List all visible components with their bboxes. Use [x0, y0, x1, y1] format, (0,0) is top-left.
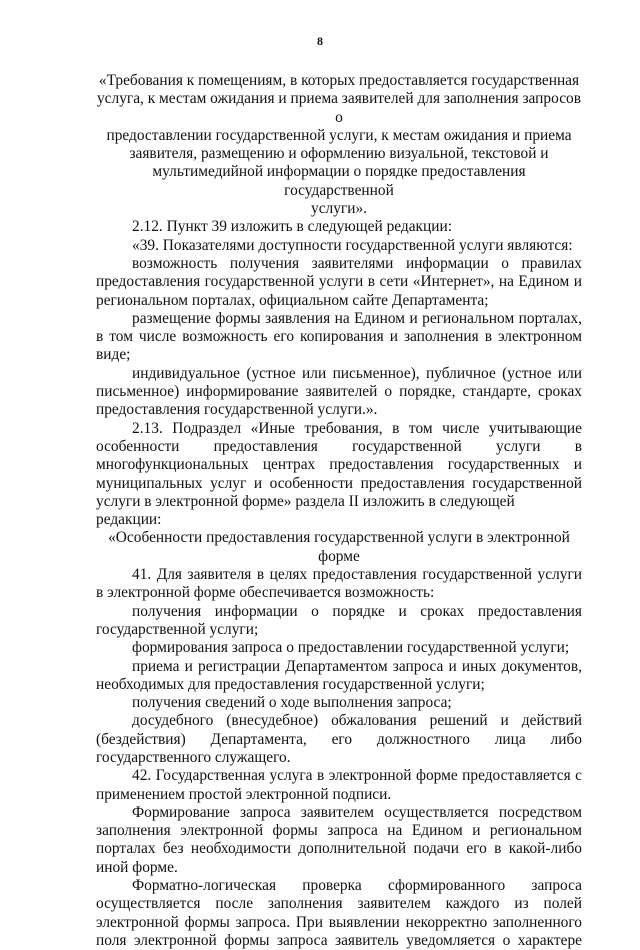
paragraph-2-12: 2.12. Пункт 39 изложить в следующей редакции:	[132, 218, 453, 236]
paragraph-41-item-c: приема и регистрации Департаментом запроса и иных документов, необходимых для предоставления государственной услуги;	[96, 657, 582, 693]
paragraph-39-item-c: индивидуальное (устное или письменное), публичное (устное или письменное) информирование заявителей о порядке, стандарте, сроках предоставления государственной услуги.».	[96, 364, 582, 419]
heading-line: «Требования к помещениям, в которых предоставляется государственная	[98, 72, 580, 89]
document-body	[96, 72, 582, 950]
paragraph-41-item-a-line2: государственной услуги;	[96, 620, 259, 638]
heading-line: услуга, к местам ожидания и приема заявителей для заполнения запросов о	[96, 90, 581, 126]
subheading-line: форме	[318, 547, 360, 565]
paragraph-39-item-b: размещение формы заявления на Едином и региональном порталах, в том числе возможность его копирования и заполнения в электронном виде;	[96, 309, 582, 364]
paragraph-39-item-a-line1: возможность получения заявителями информации о правилах	[132, 254, 582, 272]
paragraph-41-item-e-line1: досудебного (внесудебное) обжалования решений и действий	[132, 712, 582, 730]
paragraph-2-13-line2: особенности предоставления государственной услуги в	[96, 437, 582, 455]
subheading-line: «Особенности предоставления государственной услуги в электронной	[108, 529, 570, 547]
paragraph-41-item-e-line3: государственного служащего.	[96, 748, 291, 766]
paragraph-42: 42. Государственная услуга в электронной форме предоставляется с применением простой электронной подписи.	[96, 767, 582, 803]
heading-line: предоставлении государственной услуги, к местам ожидания и приема	[106, 126, 572, 144]
paragraph-41-line1: 41. Для заявителя в целях предоставления государственной услуги	[132, 566, 582, 584]
paragraph-format-check: Форматно-логическая проверка сформированного запроса осуществляется после заполнения заявителем каждого из полей электронной формы запроса. При выявлении некорректно заполненного поля электронной формы запроса заявитель уведомляется о характере	[96, 877, 582, 949]
paragraph-2-13-line1: 2.13. Подраздел «Иные требования, в том числе учитывающие	[132, 419, 582, 437]
paragraph-request-forming: Формирование запроса заявителем осуществляется посредством заполнения электронной формы запроса на Едином и региональном порталах без необходимости дополнительной подачи его в какой-либо иной форме.	[96, 803, 582, 876]
heading-line: мультимедийной информации о порядке предоставления государственной	[152, 163, 526, 199]
paragraph-41-line2: в электронной форме обеспечивается возможность:	[96, 584, 435, 602]
paragraph-39: «39. Показателями доступности государственной услуги являются:	[132, 236, 573, 254]
paragraph-2-13-line5: услуги в электронной форме» раздела II изложить в следующей редакции:	[96, 492, 515, 529]
heading-line: услуги».	[311, 200, 367, 218]
paragraph-39-item-a-line2: предоставления государственной услуги в сети «Интернет», на Едином и региональном порталах, официальном сайте Департамента;	[96, 273, 582, 309]
page-number: 8	[317, 34, 323, 48]
paragraph-2-13-line4: муниципальных услуг и особенности предоставления государственной	[96, 474, 582, 492]
paragraph-41-item-a-line1: получения информации о порядке и сроках предоставления	[132, 602, 582, 620]
paragraph-41-item-b: формирования запроса о предоставлении государственной услуги;	[132, 639, 570, 657]
paragraph-41-item-e-line2: (бездействия) Департамента, его должностного лица либо	[96, 730, 582, 748]
paragraph-41-item-d: получения сведений о ходе выполнения запроса;	[132, 694, 452, 712]
heading-line: заявителя, размещению и оформлению визуальной, текстовой и	[129, 145, 549, 163]
paragraph-2-13-line3: многофункциональных центрах предоставления государственных и	[96, 456, 582, 474]
